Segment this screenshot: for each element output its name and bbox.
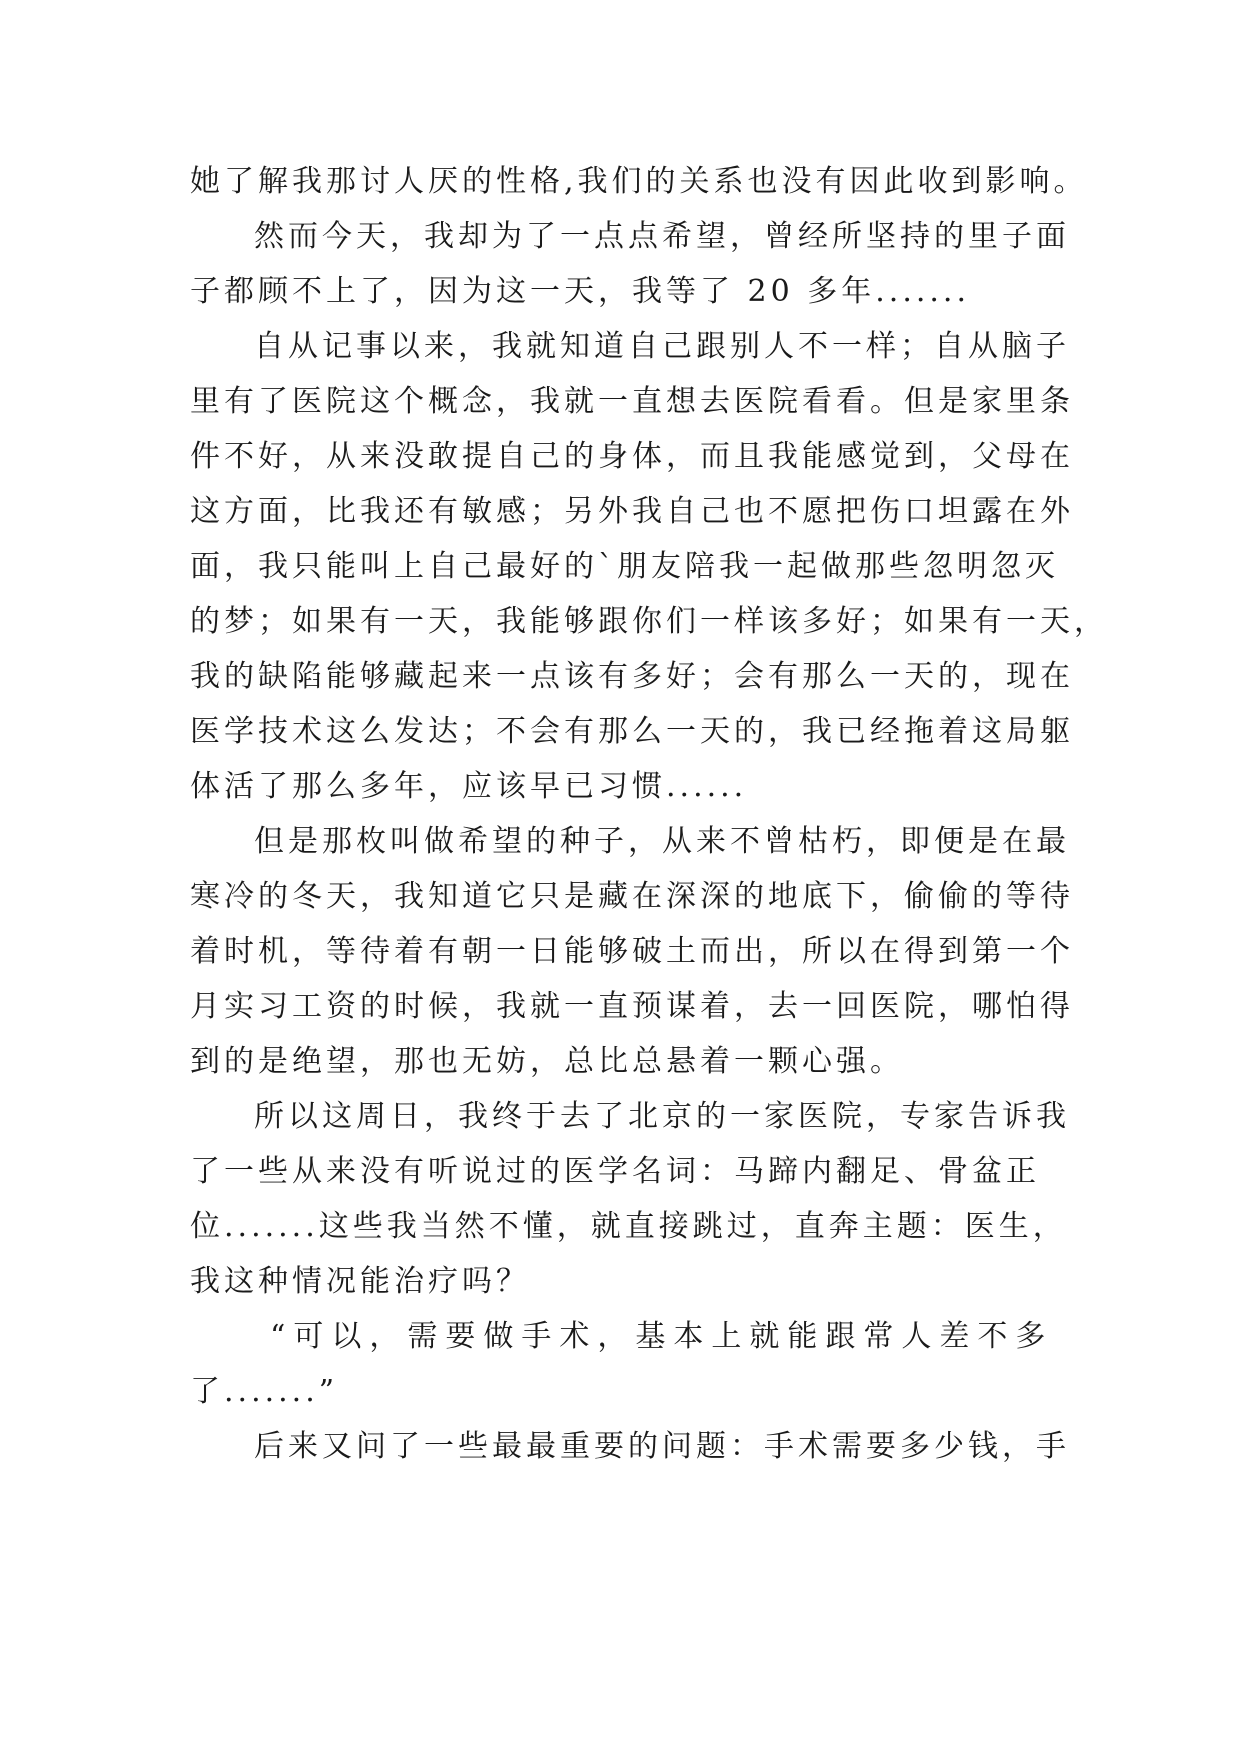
quote-line: “可以，需要做手术，基本上就能跟常人差不多	[270, 1319, 1054, 1354]
paragraph-start-line: 自从记事以来，我就知道自己跟别人不一样；自从脑子	[254, 329, 1070, 364]
text-line: 我这种情况能治疗吗？	[190, 1264, 530, 1299]
text-line: 月实习工资的时候，我就一直预谋着，去一回医院，哪怕得	[190, 989, 1074, 1024]
paragraph-start-line: 所以这周日，我终于去了北京的一家医院，专家告诉我	[254, 1099, 1070, 1134]
text-line: 寒冷的冬天，我知道它只是藏在深深的地底下，偷偷的等待	[190, 879, 1074, 914]
text-line: 这方面，比我还有敏感；另外我自己也不愿把伤口坦露在外	[190, 494, 1074, 529]
text-line: 件不好，从来没敢提自己的身体，而且我能感觉到，父母在	[190, 439, 1074, 474]
quote-end-line: 了.......”	[190, 1374, 339, 1409]
text-line: 里有了医院这个概念，我就一直想去医院看看。但是家里条	[190, 384, 1074, 419]
text-line: 我的缺陷能够藏起来一点该有多好；会有那么一天的，现在	[190, 659, 1074, 694]
text-line: 面，我只能叫上自己最好的`朋友陪我一起做那些忽明忽灭	[190, 549, 1059, 584]
paragraph-start-line: 后来又问了一些最最重要的问题：手术需要多少钱，手	[254, 1429, 1070, 1464]
paragraph-start-line: 然而今天，我却为了一点点希望，曾经所坚持的里子面	[254, 219, 1070, 254]
paragraph-start-line: 但是那枚叫做希望的种子，从来不曾枯朽，即便是在最	[254, 824, 1070, 859]
text-line: 子都顾不上了，因为这一天，我等了 20 多年.......	[190, 274, 970, 309]
text-line: 位.......这些我当然不懂，就直接跳过，直奔主题：医生，	[190, 1209, 1067, 1244]
text-line: 的梦；如果有一天，我能够跟你们一样该多好；如果有一天，	[190, 604, 1108, 639]
text-line: 体活了那么多年，应该早已习惯......	[190, 769, 748, 804]
text-line: 医学技术这么发达；不会有那么一天的，我已经拖着这局躯	[190, 714, 1074, 749]
text-line: 她了解我那讨人厌的性格,我们的关系也没有因此收到影响。	[190, 164, 1088, 199]
text-line: 着时机，等待着有朝一日能够破土而出，所以在得到第一个	[190, 934, 1074, 969]
text-line: 到的是绝望，那也无妨，总比总悬着一颗心强。	[190, 1044, 904, 1079]
text-line: 了一些从来没有听说过的医学名词：马蹄内翻足、骨盆正	[190, 1154, 1040, 1189]
document-body	[190, 154, 1108, 1474]
